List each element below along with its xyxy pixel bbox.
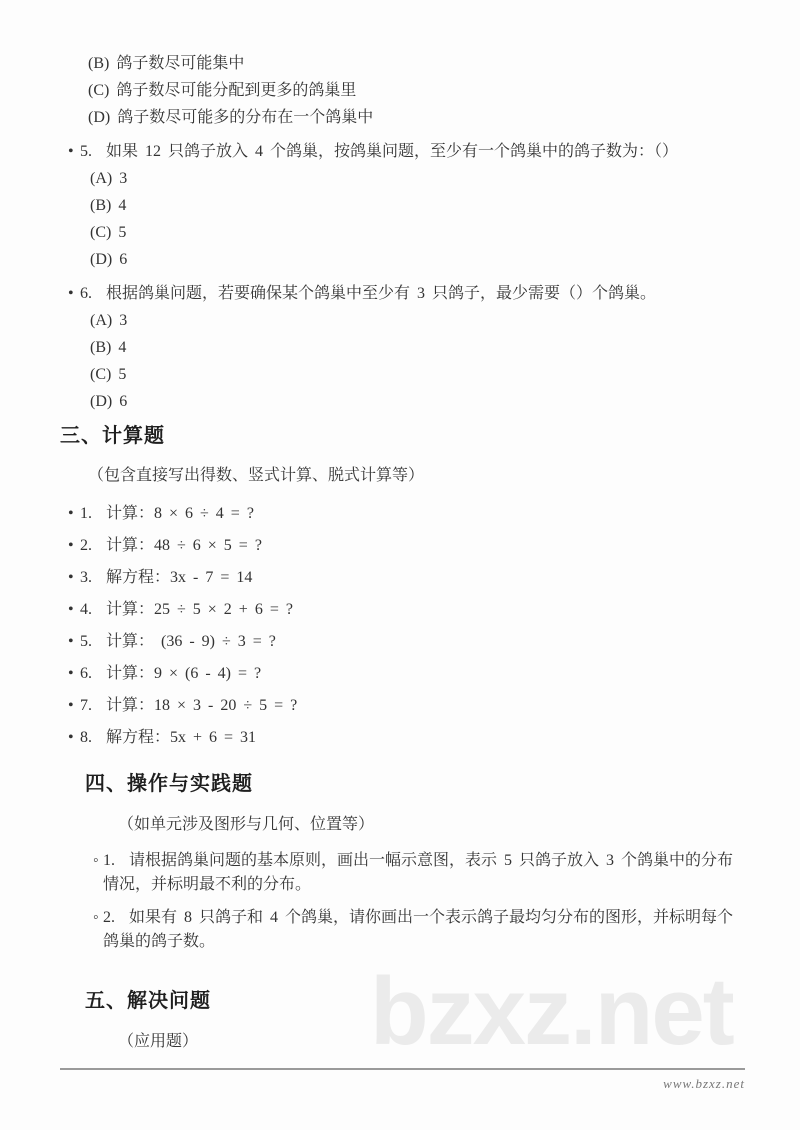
- bullet-icon: •: [68, 697, 74, 714]
- section-solve-heading: 五、解决问题: [85, 990, 211, 1012]
- option-text: (D) 鸽子数尽可能多的分布在一个鸽巢中: [88, 109, 374, 126]
- option-line: [88, 50, 745, 77]
- option-text: (A) 3: [90, 312, 128, 329]
- bullet-icon: •: [68, 505, 74, 522]
- calc-item: [68, 532, 745, 559]
- option-line: [90, 334, 745, 361]
- practice-item-list: [85, 849, 745, 954]
- calc-item: [68, 564, 745, 591]
- section-practice-note: [118, 811, 745, 838]
- calc-item-text: 2. 计算：48 ÷ 6 × 5 = ?: [80, 537, 262, 554]
- bullet-icon: •: [68, 601, 74, 618]
- circle-bullet-icon: ◦: [93, 909, 99, 926]
- question-6-stem: [68, 280, 745, 307]
- footer-divider: [60, 1068, 745, 1070]
- option-text: (B) 4: [90, 197, 127, 214]
- question-6: [60, 280, 745, 415]
- carryover-option-list: [88, 50, 745, 131]
- note-text: （包含直接写出得数、竖式计算、脱式计算等）: [88, 467, 425, 484]
- bullet-icon: •: [68, 143, 74, 160]
- question-5-options: [90, 165, 745, 273]
- option-line: [90, 219, 745, 246]
- option-line: [90, 388, 745, 415]
- practice-item: [93, 849, 745, 897]
- bullet-icon: •: [68, 633, 74, 650]
- calc-item-text: 6. 计算：9 × (6 - 4) = ?: [80, 665, 262, 682]
- calc-item-text: 4. 计算：25 ÷ 5 × 2 + 6 = ?: [80, 601, 293, 618]
- bullet-icon: •: [68, 537, 74, 554]
- option-line: [90, 246, 745, 273]
- calc-item-list: [60, 500, 745, 751]
- bullet-icon: •: [68, 729, 74, 746]
- practice-item: [93, 906, 745, 954]
- calc-item-text: 3. 解方程：3x - 7 = 14: [80, 569, 253, 586]
- option-text: (C) 鸽子数尽可能分配到更多的鸽巢里: [88, 82, 357, 99]
- option-text: (C) 5: [90, 224, 127, 241]
- option-text: (A) 3: [90, 170, 128, 187]
- option-line: [90, 165, 745, 192]
- calc-item-text: 7. 计算：18 × 3 - 20 ÷ 5 = ?: [80, 697, 298, 714]
- calc-item-text: 5. 计算： (36 - 9) ÷ 3 = ?: [80, 633, 276, 650]
- calc-item: [68, 596, 745, 623]
- bullet-icon: •: [68, 285, 74, 302]
- question-6-options: [90, 307, 745, 415]
- option-text: (B) 鸽子数尽可能集中: [88, 55, 245, 72]
- question-5: [60, 138, 745, 273]
- note-text: （如单元涉及图形与几何、位置等）: [118, 816, 375, 833]
- option-text: (B) 4: [90, 339, 127, 356]
- section-calc-heading: 三、计算题: [60, 425, 165, 447]
- practice-item-text: 1. 请根据鸽巢问题的基本原则，画出一幅示意图，表示 5 只鸽子放入 3 个鸽巢中的分布情况，并标明最不利的分布。: [103, 852, 734, 893]
- option-line: [88, 77, 745, 104]
- question-text: 5. 如果 12 只鸽子放入 4 个鸽巢，按鸽巢问题，至少有一个鸽巢中的鸽子数为：（）: [80, 143, 679, 160]
- calc-item: [68, 628, 745, 655]
- calc-item: [68, 660, 745, 687]
- option-text: (D) 6: [90, 251, 128, 268]
- footer-url: www.bzxz.net: [663, 1076, 745, 1091]
- option-line: [88, 104, 745, 131]
- watermark-text: bzxz.net: [370, 958, 733, 1065]
- question-5-stem: [68, 138, 745, 165]
- option-text: (C) 5: [90, 366, 127, 383]
- calc-item-text: 8. 解方程：5x + 6 = 31: [80, 729, 257, 746]
- section-practice-heading: 四、操作与实践题: [85, 773, 253, 795]
- question-text: 6. 根据鸽巢问题，若要确保某个鸽巢中至少有 3 只鸽子，最少需要（）个鸽巢。: [80, 285, 657, 302]
- practice-item-text: 2. 如果有 8 只鸽子和 4 个鸽巢，请你画出一个表示鸽子最均匀分布的图形，并标明每个鸽巢的鸽子数。: [103, 909, 734, 950]
- section-practice-and-solve: [85, 771, 745, 1055]
- option-text: (D) 6: [90, 393, 128, 410]
- option-line: [90, 192, 745, 219]
- option-line: [90, 307, 745, 334]
- calc-item: [68, 692, 745, 719]
- note-text: （应用题）: [118, 1033, 199, 1050]
- section-calc-note: [88, 462, 745, 489]
- calc-item-text: 1. 计算：8 × 6 ÷ 4 = ?: [80, 505, 254, 522]
- bullet-icon: •: [68, 569, 74, 586]
- circle-bullet-icon: ◦: [93, 852, 99, 869]
- calc-item: [68, 724, 745, 751]
- option-line: [90, 361, 745, 388]
- calc-item: [68, 500, 745, 527]
- bullet-icon: •: [68, 665, 74, 682]
- section-solve-note: [118, 1028, 745, 1055]
